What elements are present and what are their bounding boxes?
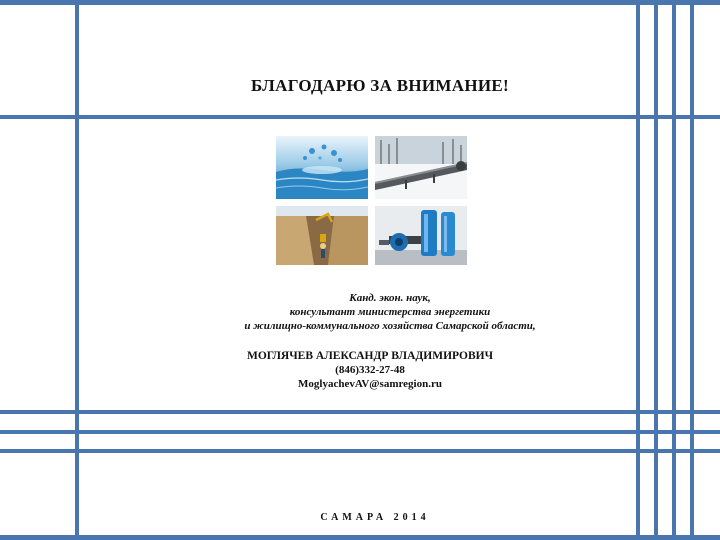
- pumping-station-photo: [375, 206, 467, 265]
- frame-line-horizontal-4: [0, 449, 720, 453]
- water-splash-photo: [276, 136, 368, 199]
- page-title: БЛАГОДАРЮ ЗА ВНИМАНИЕ!: [251, 76, 509, 95]
- frame-line-horizontal-3: [0, 430, 720, 434]
- pipeline-winter-photo: [375, 136, 467, 199]
- phone-number: (846)332-27-48: [335, 364, 405, 376]
- author-name: МОГЛЯЧЕВ АЛЕКСАНДР ВЛАДИМИРОВИЧ: [246, 350, 494, 362]
- frame-line-horizontal-1: [0, 115, 720, 119]
- email-address[interactable]: MoglyachevAV@samregion.ru: [298, 378, 442, 390]
- contact-block: [0, 349, 720, 391]
- credentials-line-position: консультант министерства энергетики: [289, 306, 491, 318]
- credentials-line-organization: и жилищно-коммунального хозяйства Самарской области,: [244, 320, 536, 332]
- credentials-line-degree: Канд. экон. наук,: [349, 292, 431, 304]
- frame-line-horizontal-2: [0, 410, 720, 414]
- frame-line-top: [0, 0, 720, 5]
- excavator-trench-photo: [276, 206, 368, 265]
- footer-city-year: САМАРА 2014: [320, 512, 430, 523]
- frame-line-bottom: [0, 535, 720, 540]
- author-credentials: [0, 291, 720, 333]
